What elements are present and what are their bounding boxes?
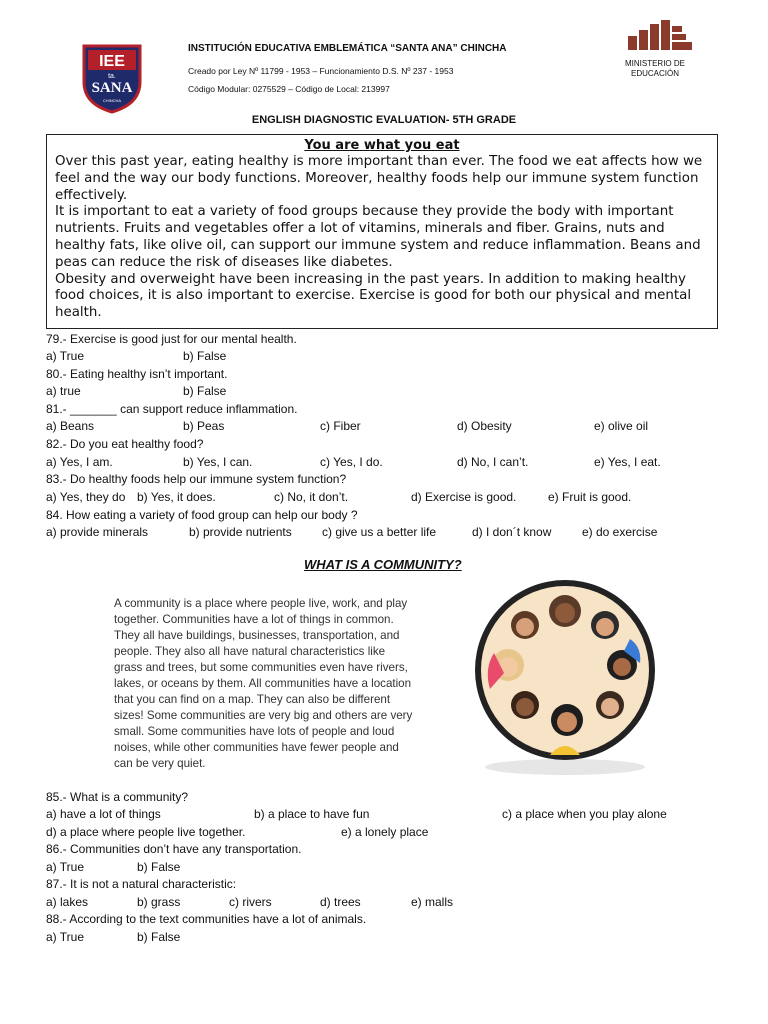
community-text-line: small. Some communities have lots of people and loud — [114, 725, 395, 738]
option: a) Beans — [46, 419, 95, 433]
option: d) Exercise is good. — [411, 490, 517, 504]
community-text-line: sizes! Some communities are very big and others are very — [114, 709, 413, 722]
ministry-text: MINISTERIO DE EDUCACIÓN — [624, 59, 685, 78]
option: b) grass — [137, 895, 181, 909]
question-80: 80.- Eating healthy isn’t important. — [46, 367, 228, 381]
option: d) No, I can’t. — [457, 455, 529, 469]
option: d) I don´t know — [472, 525, 552, 539]
community-text-line: lakes, or oceans by them. All communities have a location — [114, 677, 412, 690]
option: a) Yes, they do — [46, 490, 126, 504]
option: d) Obesity — [457, 419, 512, 433]
option: a) provide minerals — [46, 525, 149, 539]
option: b) False — [183, 384, 227, 398]
option: d) trees — [320, 895, 361, 909]
option: c) Yes, I do. — [320, 455, 383, 469]
option: a) True — [46, 930, 85, 944]
community-text-line: can be very quiet. — [114, 757, 206, 770]
institution-creation-line: Creado por Ley Nº 11799 - 1953 – Funcionamiento D.S. Nº 237 - 1953 — [188, 66, 454, 76]
option: c) No, it don’t. — [274, 490, 349, 504]
community-text-line: noises, while other communities have fewer people and — [114, 741, 399, 754]
option: a) lakes — [46, 895, 89, 909]
reading-paragraph: Obesity and overweight have been increasing in the past years. In addition to making healthy food choices, it is also important to exercise. Exercise is good for both our physical and mental health. — [55, 271, 692, 321]
option: a) True — [46, 349, 85, 363]
evaluation-title: ENGLISH DIAGNOSTIC EVALUATION- 5TH GRADE — [251, 114, 517, 126]
community-text-line: grass and trees, but some communities even have rivers, — [114, 661, 408, 674]
option: b) provide nutrients — [189, 525, 292, 539]
crest-name-text: SANA — [91, 80, 133, 96]
question-83: 83.- Do healthy foods help our immune system function? — [46, 472, 347, 486]
option: c) Fiber — [320, 419, 361, 433]
option: b) Yes, I can. — [183, 455, 253, 469]
community-text — [114, 596, 444, 772]
option: b) Peas — [183, 419, 225, 433]
option: e) a lonely place — [341, 825, 429, 839]
option: e) do exercise — [582, 525, 658, 539]
question-84: 84. How eating a variety of food group can help our body ? — [46, 508, 358, 522]
reading-box — [46, 134, 718, 329]
crest-middle-text: ta. — [108, 73, 116, 80]
crest-bottom-text: CHINCHA — [102, 98, 122, 103]
option: a) Yes, I am. — [46, 455, 113, 469]
question-88: 88.- According to the text communities have a lot of animals. — [46, 912, 367, 926]
option: e) Fruit is good. — [548, 490, 632, 504]
institution-codes-line: Código Modular: 0275529 – Código de Local: 213997 — [188, 84, 390, 94]
option: e) olive oil — [594, 419, 649, 433]
school-crest-logo — [80, 42, 144, 114]
community-text-line: people. They also all have natural characteristics like — [114, 645, 386, 658]
reading-title: You are what you eat — [304, 138, 460, 153]
question-86: 86.- Communities don’t have any transportation. — [46, 842, 302, 856]
option: c) rivers — [229, 895, 272, 909]
community-text-line: that you can find on a map. They can also be different — [114, 693, 391, 706]
institution-name: INSTITUCIÓN EDUCATIVA EMBLEMÁTICA “SANTA ANA” CHINCHA — [188, 43, 507, 54]
community-people-illustration — [470, 577, 660, 777]
option: a) true — [46, 384, 81, 398]
option: a) have a lot of things — [46, 807, 161, 821]
option: d) a place where people live together. — [46, 825, 246, 839]
community-text-line: They all have buildings, businesses, transportation, and — [114, 629, 400, 642]
community-title: WHAT IS A COMMUNITY? — [304, 557, 462, 572]
option: c) give us a better life — [322, 525, 437, 539]
community-text-line: together. Communities have a lot of things in common. — [114, 613, 394, 626]
reading-paragraph: Over this past year, eating healthy is more important than ever. The food we eat affects how we feel and the way our body functions. Moreover, healthy foods help our immune system function effectively. — [55, 154, 703, 203]
ministry-logo — [626, 18, 694, 52]
reading-body — [55, 154, 715, 322]
option: b) False — [183, 349, 227, 363]
question-85: 85.- What is a community? — [46, 790, 189, 804]
option: b) False — [137, 860, 181, 874]
community-text-line: A community is a place where people live, work, and play — [114, 597, 408, 610]
option: e) malls — [411, 895, 454, 909]
option: a) True — [46, 860, 85, 874]
question-87: 87.- It is not a natural characteristic: — [46, 877, 237, 891]
option: b) Yes, it does. — [137, 490, 216, 504]
option: b) False — [137, 930, 181, 944]
reading-paragraph: It is important to eat a variety of food groups because they provide the body with important nutrients. Fruits and vegetables offer a lot of vitamins, minerals and fiber. Grains, nuts and healthy fats, like olive oil, can support our immune system and reduce inflammation. Beans and peas can reduce the risk of diseases like diabetes. — [55, 204, 701, 270]
crest-top-text: IEE — [99, 53, 125, 70]
question-81: 81.- _______ can support reduce inflammation. — [46, 402, 298, 416]
question-82: 82.- Do you eat healthy food? — [46, 437, 204, 451]
question-79: 79.- Exercise is good just for our mental health. — [46, 332, 297, 346]
option: b) a place to have fun — [254, 807, 370, 821]
option: e) Yes, I eat. — [594, 455, 661, 469]
option: c) a place when you play alone — [502, 807, 667, 821]
